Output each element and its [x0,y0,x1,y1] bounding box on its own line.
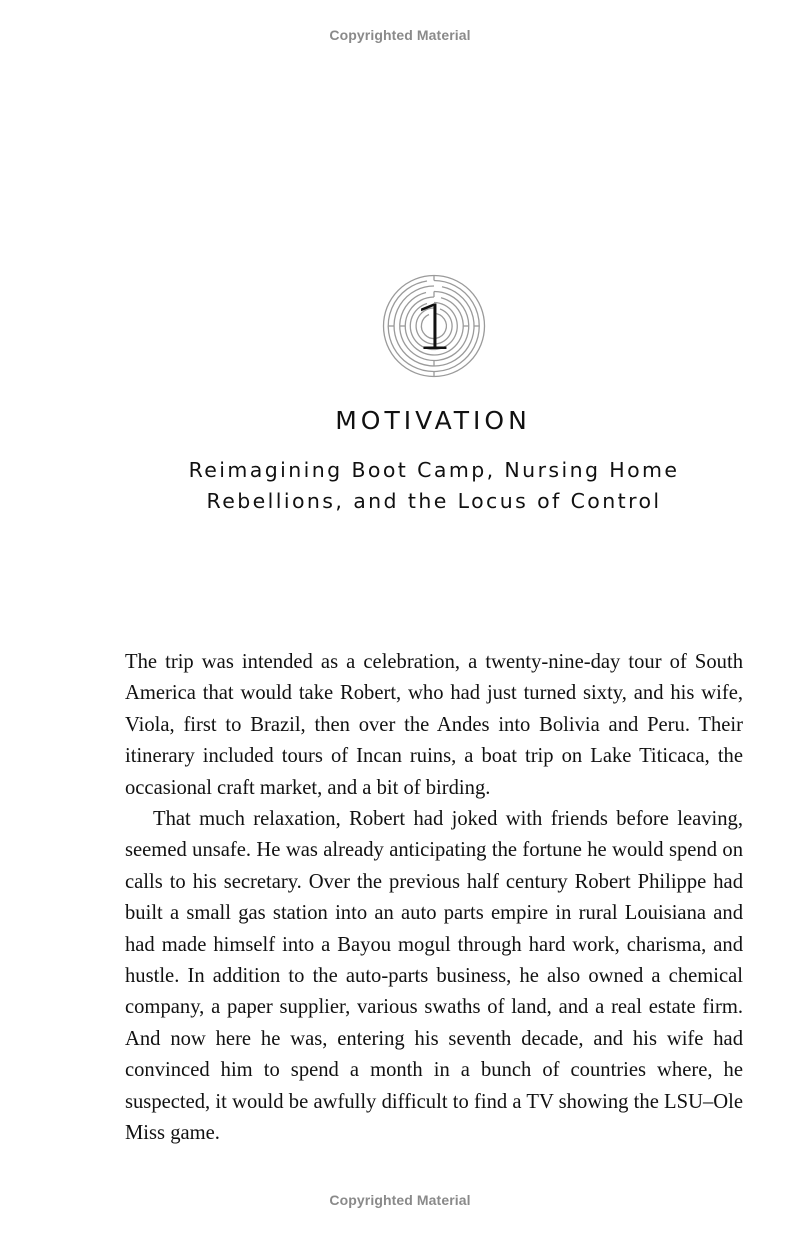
chapter-subtitle-line-2: Rebellions, and the Locus of Control [206,489,662,513]
chapter-body [125,647,743,1150]
chapter-title: MOTIVATION [335,406,531,435]
chapter-subtitle [150,455,718,517]
chapter-subtitle-line-1: Reimagining Boot Camp, Nursing Home [188,458,680,482]
body-paragraph-2: That much relaxation, Robert had joked with friends before leaving, seemed unsafe. He was already anticipating the fortune he would spend on calls to his secretary. Over the previous half century Robert Philippe had built a small gas station into an auto parts empire in rural Louisiana and had made himself into a Bayou mogul through hard work, charisma, and hustle. In addition to the auto-parts business, he also owned a chemical company, a paper supplier, various swaths of land, and a real estate firm. And now here he was, entering his seventh decade, and his wife had convinced him to spend a month in a bunch of countries where, he suspected, it would be awfully difficult to find a TV showing the LSU–Ole Miss game. [125,808,743,1145]
copyright-watermark-bottom: Copyrighted Material [329,1192,471,1208]
chapter-number: 1 [414,291,454,364]
copyright-watermark-top: Copyrighted Material [329,27,471,43]
body-paragraph-1: The trip was intended as a celebration, a twenty-nine-day tour of South America that would take Robert, who had just turned sixty, and his wife, Viola, first to Brazil, then over the Andes into Bolivia and Peru. Their itinerary included tours of Incan ruins, a boat trip on Lake Titicaca, the occasional craft market, and a bit of birding. [125,651,743,799]
